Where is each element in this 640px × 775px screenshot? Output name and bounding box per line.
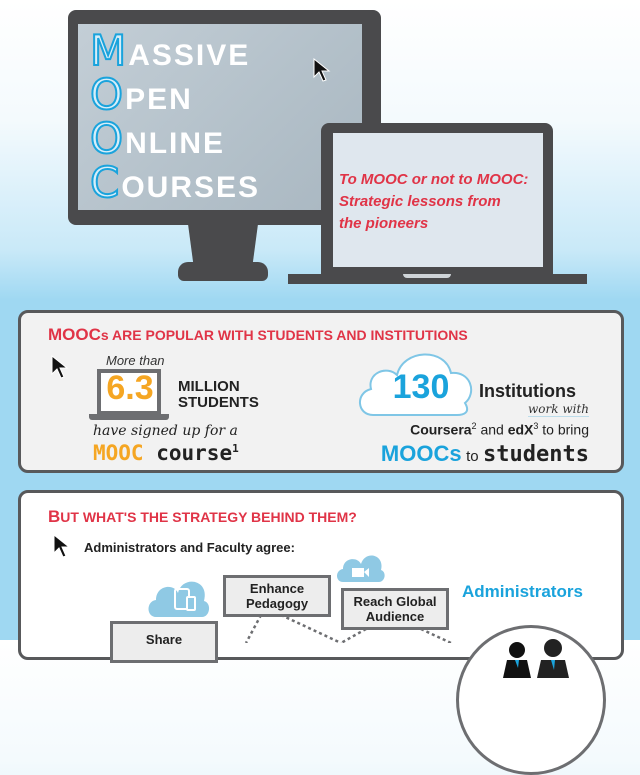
popular-panel [18,310,624,473]
institutions-count: 130 [392,368,450,406]
share-box: Share [110,621,218,663]
people-icon [479,638,589,678]
laptop-screen [333,133,543,267]
title-line-online: ONLINE [90,114,226,163]
laptop-lid [321,123,553,283]
popular-heading: MOOCs ARE POPULAR WITH STUDENTS AND INSTITUTIONS [48,325,468,344]
monitor-stand-base [178,262,268,281]
institutions-label: Institutions [479,381,576,401]
strategy-heading: BUT WHAT'S THE STRATEGY BEHIND THEM? [48,507,357,526]
title-line-massive: MASSIVE [90,26,251,75]
monitor-screen [78,24,362,210]
mouse-cursor-icon [313,58,331,82]
coursera-edx-label: Coursera$^2$ and edX$^3$ to bring [410,421,589,438]
administrators-circle [456,625,606,775]
million-students-label: MILLION STUDENTS [178,378,259,411]
signed-up-label: have signed up for a [93,423,238,439]
mooc-course-label: MOOC course$^1$ [93,441,239,465]
more-than-label: More than [106,353,165,368]
title-line-courses: COURSES [90,158,261,207]
strategy-panel [18,490,624,660]
reach-global-audience-box: Reach Global Audience [341,588,449,630]
laptop-icon-base [89,414,169,420]
subtitle: To MOOC or not to MOOC: Strategic lessons from the pioneers [339,171,529,232]
agree-label: Administrators and Faculty agree: [84,540,295,555]
devices-cloud-icon [146,575,212,619]
students-count: 6.3 [106,369,154,407]
title-line-open: OPEN [90,70,193,119]
laptop-notch [403,274,451,278]
work-with-label: work with [528,402,589,416]
video-cloud-icon [335,550,385,584]
mouse-cursor-icon [51,355,69,379]
administrators-label: Administrators [462,582,583,601]
enhance-pedagogy-box: Enhance Pedagogy [223,575,331,617]
monitor-stand-neck [188,224,258,266]
moocs-to-students-label: MOOCs to students [380,441,589,467]
